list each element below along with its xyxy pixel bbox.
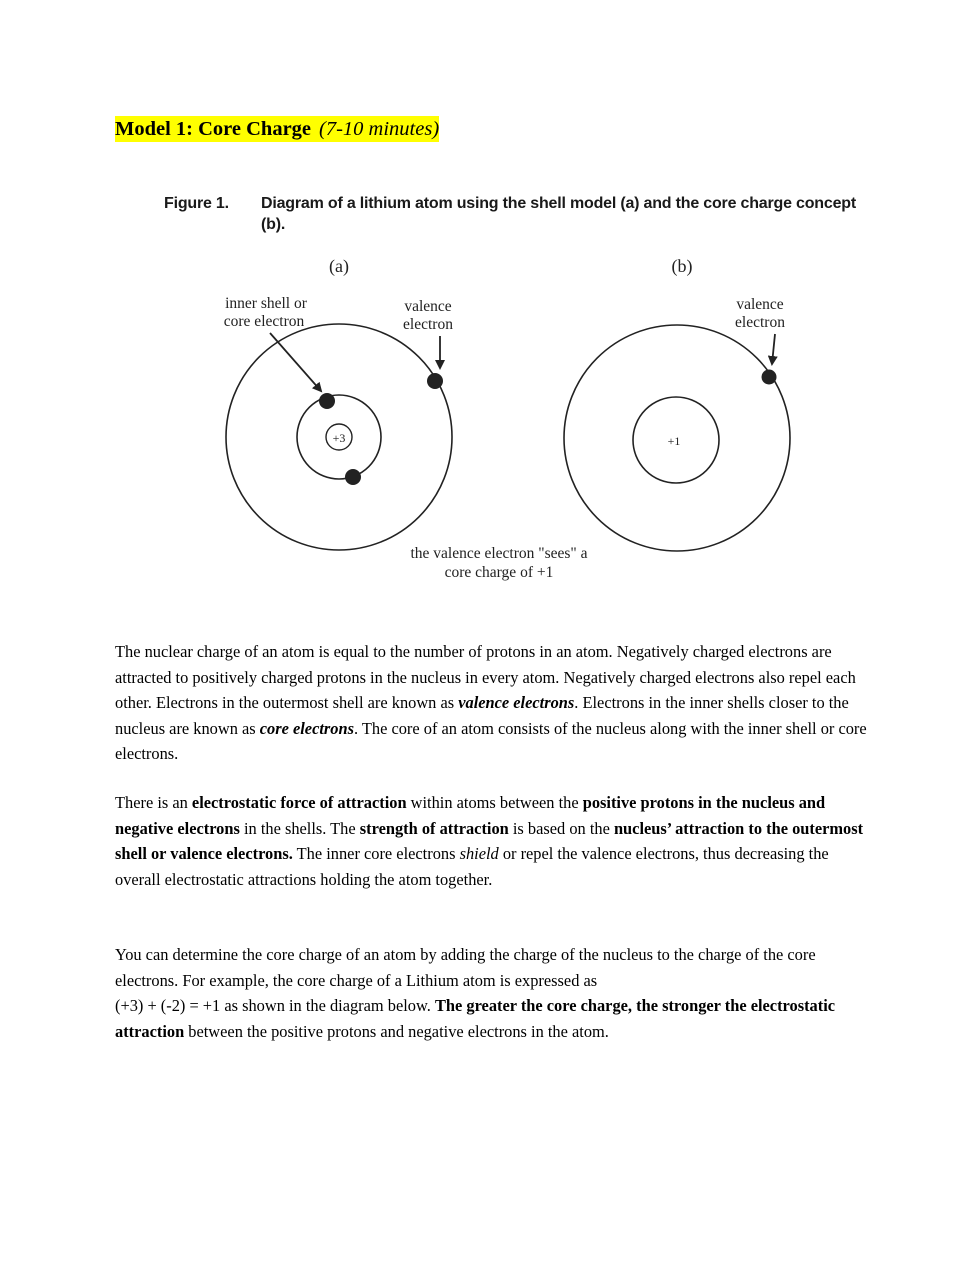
- core-electron-2: [345, 469, 361, 485]
- model-time-estimate: (7-10 minutes): [319, 118, 440, 140]
- valence-electron-b: [762, 370, 777, 385]
- p1-text-2: . Electrons in the inner shells closer to the nucleus are known as: [115, 693, 849, 738]
- paragraph-nuclear-charge: [115, 639, 875, 767]
- core-charge-note-line1: the valence electron "sees" a: [410, 545, 588, 562]
- paragraph-electrostatic-force: [115, 790, 875, 892]
- term-protons-electrons: positive protons in the nucleus and negative electrons: [115, 793, 826, 838]
- paragraph-core-charge-calculation: [115, 942, 875, 1044]
- valence-electron-arrow-b-icon: [772, 334, 775, 364]
- core-charge-note-line2: core charge of +1: [444, 564, 554, 581]
- nucleus-charge-a: +3: [332, 431, 346, 445]
- valence-electron-a: [427, 373, 443, 389]
- valence-electron-label-a-line2: electron: [403, 316, 453, 333]
- panel-b-label: (b): [671, 256, 693, 276]
- p3-text-3: between the positive protons and negative electrons in the atom.: [184, 1021, 609, 1041]
- term-shield: shield: [459, 844, 499, 863]
- term-greater-core-charge: The greater the core charge, the stronger the electrostatic attraction: [115, 996, 836, 1041]
- p2-text-6: or repel the valence electrons, thus decreasing the overall electrostatic attractions holding the atom together.: [115, 844, 829, 889]
- figure-caption-text: Diagram of a lithium atom using the shell model (a) and the core charge concept (b).: [261, 195, 856, 233]
- p3-text-1: You can determine the core charge of an atom by adding the charge of the nucleus to the charge of the core electrons. For example, the core charge of a Lithium atom is expressed as: [115, 945, 816, 990]
- p2-text-4: is based on the: [508, 818, 614, 838]
- p3-equation-text: (+3) + (-2) = +1 as shown in the diagram below.: [115, 996, 435, 1015]
- panel-b-core-charge: [564, 256, 790, 551]
- figure-number: Figure 1.: [164, 195, 229, 212]
- model-heading: [115, 116, 439, 142]
- term-valence-electrons: valence electrons: [458, 693, 575, 712]
- valence-electron-label-b-line2: electron: [735, 314, 785, 331]
- p2-text-2: within atoms between the: [406, 793, 583, 812]
- figure-1: [150, 185, 870, 605]
- valence-electron-label-b-line1: valence: [736, 296, 784, 313]
- panel-a-shell-model: [224, 256, 453, 550]
- core-electron-label-line2: core electron: [223, 313, 305, 330]
- term-strength-of-attraction: strength of attraction: [359, 818, 509, 838]
- p1-text-1: The nuclear charge of an atom is equal to the number of protons in an atom. Negatively charged electrons are attracted to positively charged protons in the nucleus in every atom. Negatively charged electrons also repel each other. Electrons in the outermost shell are known as: [115, 642, 856, 712]
- term-electrostatic-force: electrostatic force of attraction: [191, 793, 407, 812]
- term-core-electrons: core electrons: [259, 718, 354, 738]
- lithium-atom-diagram: [150, 185, 870, 605]
- p2-text-1: There is an: [115, 793, 192, 812]
- p2-text-5: The inner core electrons: [292, 844, 460, 863]
- term-nucleus-attraction: nucleus’ attraction to the outermost shell or valence electrons.: [115, 818, 864, 863]
- core-electron-1: [319, 393, 335, 409]
- p2-text-3: in the shells. The: [239, 818, 360, 838]
- model-title: Model 1: Core Charge: [115, 118, 312, 140]
- p1-text-3: . The core of an atom consists of the nucleus along with the inner shell or core electrons.: [115, 718, 867, 763]
- core-electron-label-line1: inner shell or: [225, 295, 307, 312]
- panel-a-label: (a): [329, 256, 349, 276]
- core-electron-arrow-icon: [270, 333, 321, 391]
- valence-electron-label-a-line1: valence: [404, 298, 452, 315]
- core-charge-b: +1: [667, 434, 681, 448]
